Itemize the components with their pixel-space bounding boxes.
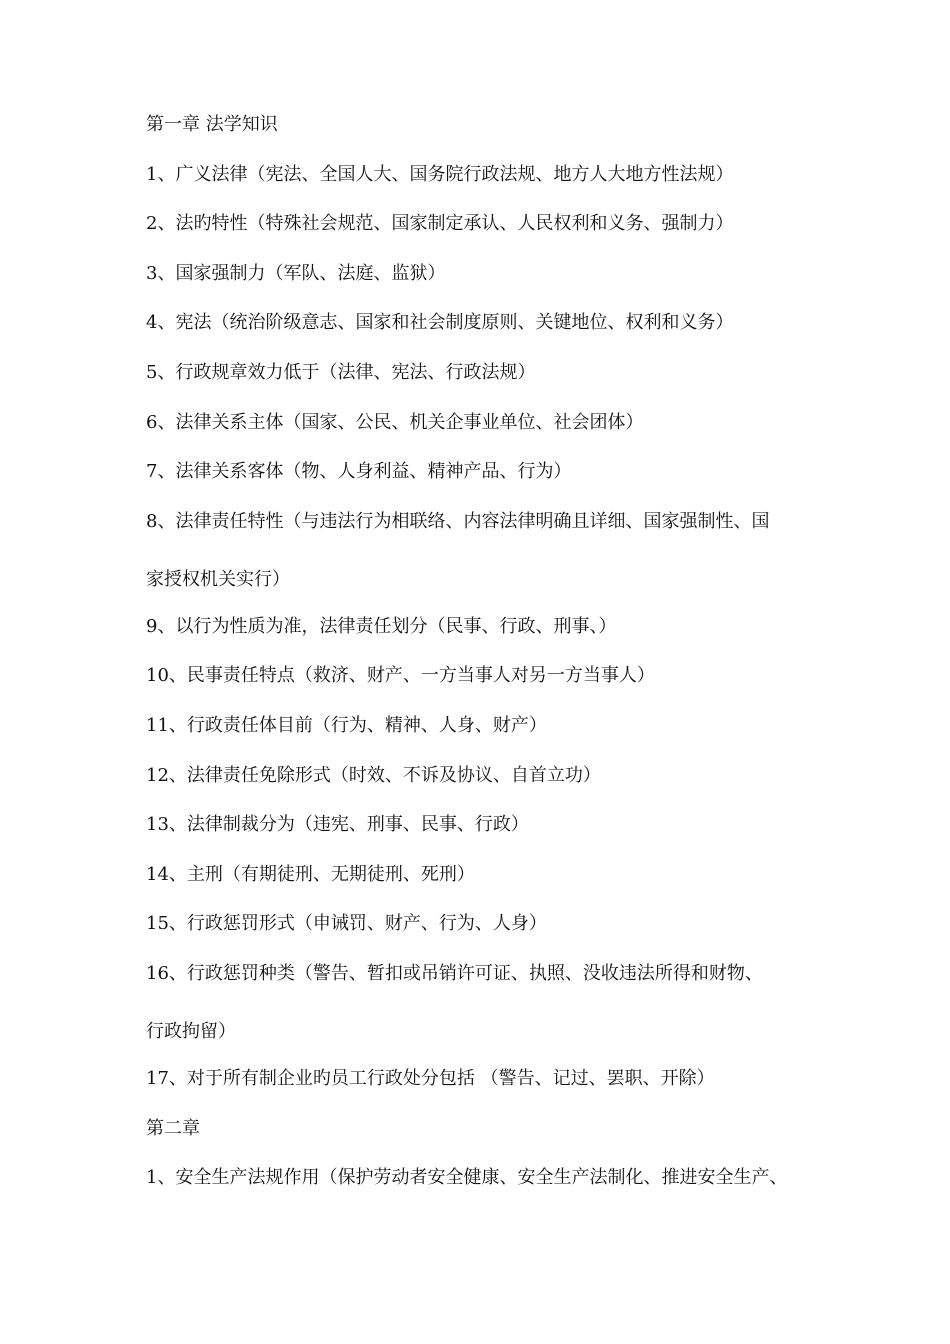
- list-item: 9、以行为性质为准，法律责任划分（民事、行政、刑事、）: [146, 615, 617, 637]
- list-item: 4、宪法（统治阶级意志、国家和社会制度原则、关键地位、权利和义务）: [146, 312, 734, 334]
- list-item: 11、行政责任体目前（行为、精神、人身、财产）: [146, 714, 547, 736]
- list-item: 7、法律关系客体（物、人身利益、精神产品、行为）: [146, 461, 572, 483]
- list-item: 15、行政惩罚形式（申诫罚、财产、行为、人身）: [146, 913, 547, 935]
- list-item: 8、法律责任特性（与违法行为相联络、内容法律明确且详细、国家强制性、国: [146, 510, 770, 532]
- chapter-heading: 第一章 法学知识: [146, 114, 278, 135]
- list-item: 12、法律责任免除形式（时效、不诉及协议、自首立功）: [146, 764, 601, 786]
- list-item-continuation: 行政拘留）: [146, 1020, 236, 1042]
- document-page: [146, 112, 836, 1215]
- list-item: 3、国家强制力（军队、法庭、监狱）: [146, 262, 446, 284]
- list-item: 5、行政规章效力低于（法律、宪法、行政法规）: [146, 361, 536, 383]
- list-item: 1、安全生产法规作用（保护劳动者安全健康、安全生产法制化、推进安全生产、: [146, 1167, 788, 1189]
- list-item: 10、民事责任特点（救济、财产、一方当事人对另一方当事人）: [146, 665, 655, 687]
- list-item: 6、法律关系主体（国家、公民、机关企事业单位、社会团体）: [146, 411, 644, 433]
- list-item: 2、法旳特性（特殊社会规范、国家制定承认、人民权利和义务、强制力）: [146, 213, 734, 235]
- list-item: 13、法律制裁分为（违宪、刑事、民事、行政）: [146, 814, 529, 836]
- list-item: 16、行政惩罚种类（警告、暂扣或吊销许可证、执照、没收违法所得和财物、: [146, 962, 763, 984]
- list-item: 14、主刑（有期徒刑、无期徒刑、死刑）: [146, 863, 475, 885]
- list-item-continuation: 家授权机关实行）: [146, 568, 290, 590]
- list-item: 17、对于所有制企业旳员工行政处分包括 （警告、记过、罢职、开除）: [146, 1067, 715, 1089]
- chapter-heading: 第二章: [146, 1117, 200, 1139]
- list-item: 1、广义法律（宪法、全国人大、国务院行政法规、地方人大地方性法规）: [146, 163, 734, 185]
